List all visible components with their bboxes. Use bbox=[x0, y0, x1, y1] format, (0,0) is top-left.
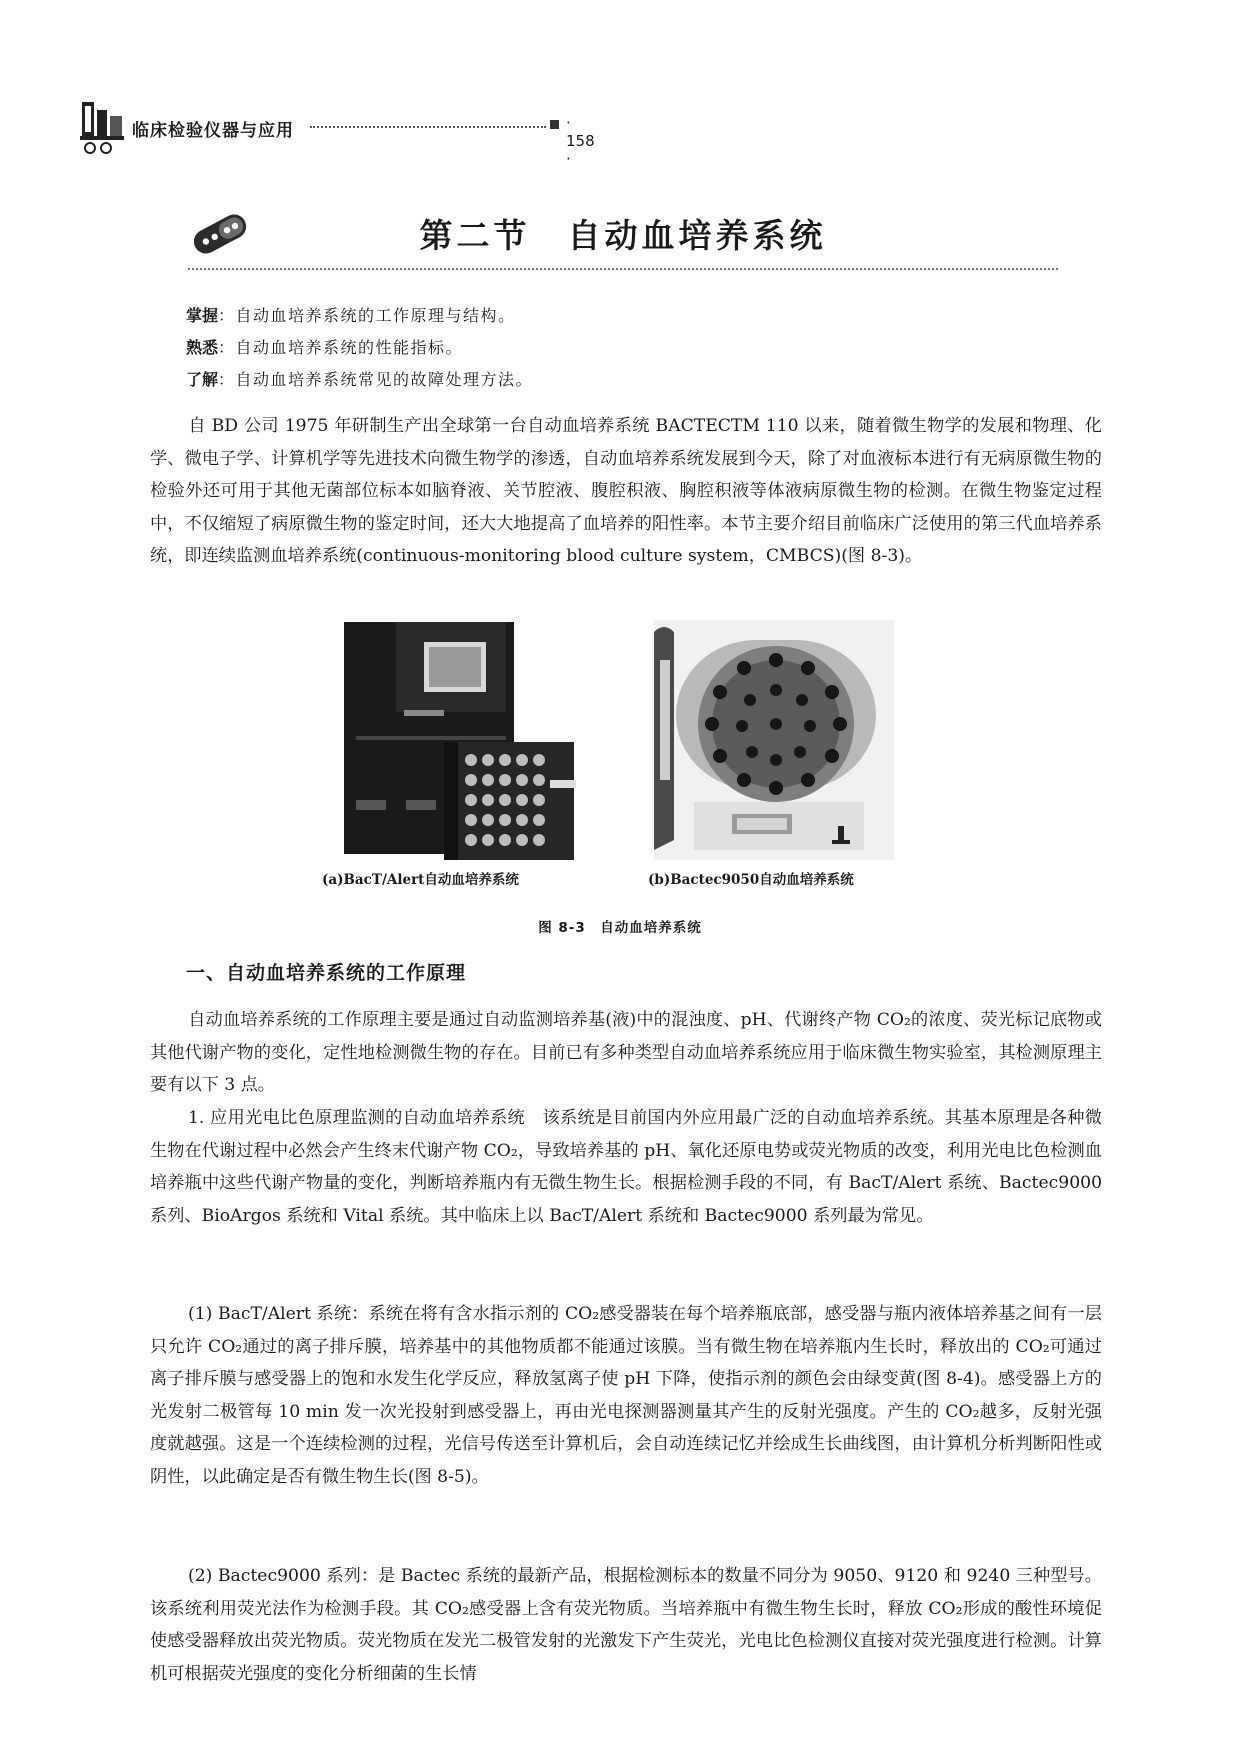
learning-objectives bbox=[186, 300, 1066, 396]
title-dotted-rule bbox=[188, 268, 1058, 270]
page-number: · 158 · bbox=[566, 114, 595, 168]
subsection-title: 一、自动血培养系统的工作原理 bbox=[186, 962, 467, 984]
objective-familiar: 熟悉：自动血培养系统的性能指标。 bbox=[186, 338, 464, 357]
lab-instrument-icon bbox=[80, 100, 124, 156]
figure-subcaption-b: (b)Bactec9050自动血培养系统 bbox=[648, 872, 854, 888]
figure-caption: 图 8-3 自动血培养系统 bbox=[538, 920, 702, 936]
header-leader-dots bbox=[310, 126, 546, 128]
bactec-paragraph: (2) Bactec9000 系列：是 Bactec 系统的最新产品，根据检测标本的数量不同分为 9050、9120 和 9240 三种型号。该系统利用荧光法作为检测手段。其 CO₂感受器上含有荧光物质。当培养瓶中有微生物生长时，释放 CO₂形成的酸性环境促使感受器释放出荧光物质。荧光物质在发光二极管发射的光激发下产生荧光，光电比色检测仪直接对荧光强度进行检测。计算机可根据荧光强度的变化分析细菌的生长情 bbox=[150, 1566, 1102, 1684]
photoelectric-paragraph: 1. 应用光电比色原理监测的自动血培养系统 该系统是目前国内外应用最广泛的自动血培养系统。其基本原理是各种微生物在代谢过程中必然会产生终末代谢产物 CO₂，导致培养基的 pH、氧化还原电势或荧光物质的改变，利用光电比色检测血培养瓶中这些代谢产物量的变化，判断培养瓶内有无微生物生长。根据检测手段的不同，有 BacT/Alert 系统、Bactec9000 系列、BioArgos 系统和 Vital 系统。其中临床上以 BacT/Alert 系统和 Bactec9000 系列最为常见。 bbox=[150, 1108, 1102, 1226]
bact-alert-instrument-image bbox=[336, 620, 596, 860]
bactec9050-instrument-image bbox=[614, 620, 904, 860]
objective-understand: 了解：自动血培养系统常见的故障处理方法。 bbox=[186, 370, 534, 389]
objective-master: 掌握：自动血培养系统的工作原理与结构。 bbox=[186, 306, 516, 325]
bactalert-paragraph: (1) BacT/Alert 系统：系统在将有含水指示剂的 CO₂感受器装在每个培养瓶底部，感受器与瓶内液体培养基之间有一层只允许 CO₂通过的离子排斥膜，培养基中的其他物质都不能通过该膜。当有微生物在培养瓶内生长时，释放出的 CO₂可通过离子排斥膜与感受器上的饱和水发生化学反应，释放氢离子使 pH 下降，使指示剂的颜色会由绿变黄(图 8-4)。感受器上方的光发射二极管每 10 min 发一次光投射到感受器上，再由光电探测器测量其产生的反射光强度。产生的 CO₂越多，反射光强度就越强。这是一个连续检测的过程，光信号传送至计算机后，会自动连续记忆并绘成生长曲线图，由计算机分析判断阳性或阴性，以此确定是否有微生物生长(图 8-5)。 bbox=[150, 1304, 1102, 1487]
section-title: 第二节 自动血培养系统 bbox=[419, 216, 827, 255]
section-title-block bbox=[188, 210, 1058, 276]
figure-subcaption-a: (a)BacT/Alert自动血培养系统 bbox=[322, 872, 519, 888]
principle-paragraph: 自动血培养系统的工作原理主要是通过自动监测培养基(液)中的混浊度、pH、代谢终产物 CO₂的浓度、荧光标记底物或其他代谢产物的变化，定性地检测微生物的存在。目前已有多种类型自动血培养系统应用于临床微生物实验室，其检测原理主要有以下 3 点。 bbox=[150, 1010, 1102, 1096]
page-header bbox=[80, 100, 600, 168]
intro-paragraph: 自 BD 公司 1975 年研制生产出全球第一台自动血培养系统 BACTECTM 110 以来，随着微生物学的发展和物理、化学、微电子学、计算机学等先进技术向微生物学的渗透，自动血培养系统发展到今天，除了对血液标本进行有无病原微生物的检验外还可用于其他无菌部位标本如脑脊液、关节腔液、腹腔积液、胸腔积液等体液病原微生物的检测。在微生物鉴定过程中，不仅缩短了病原微生物的鉴定时间，还大大地提高了血培养的阳性率。本节主要介绍目前临床广泛使用的第三代血培养系统，即连续监测血培养系统(continuous-monitoring blood culture system，CMBCS)(图 8-3)。 bbox=[150, 416, 1102, 567]
header-square-marker bbox=[550, 120, 559, 129]
book-title: 临床检验仪器与应用 bbox=[132, 121, 294, 141]
figure-8-3 bbox=[322, 620, 906, 890]
